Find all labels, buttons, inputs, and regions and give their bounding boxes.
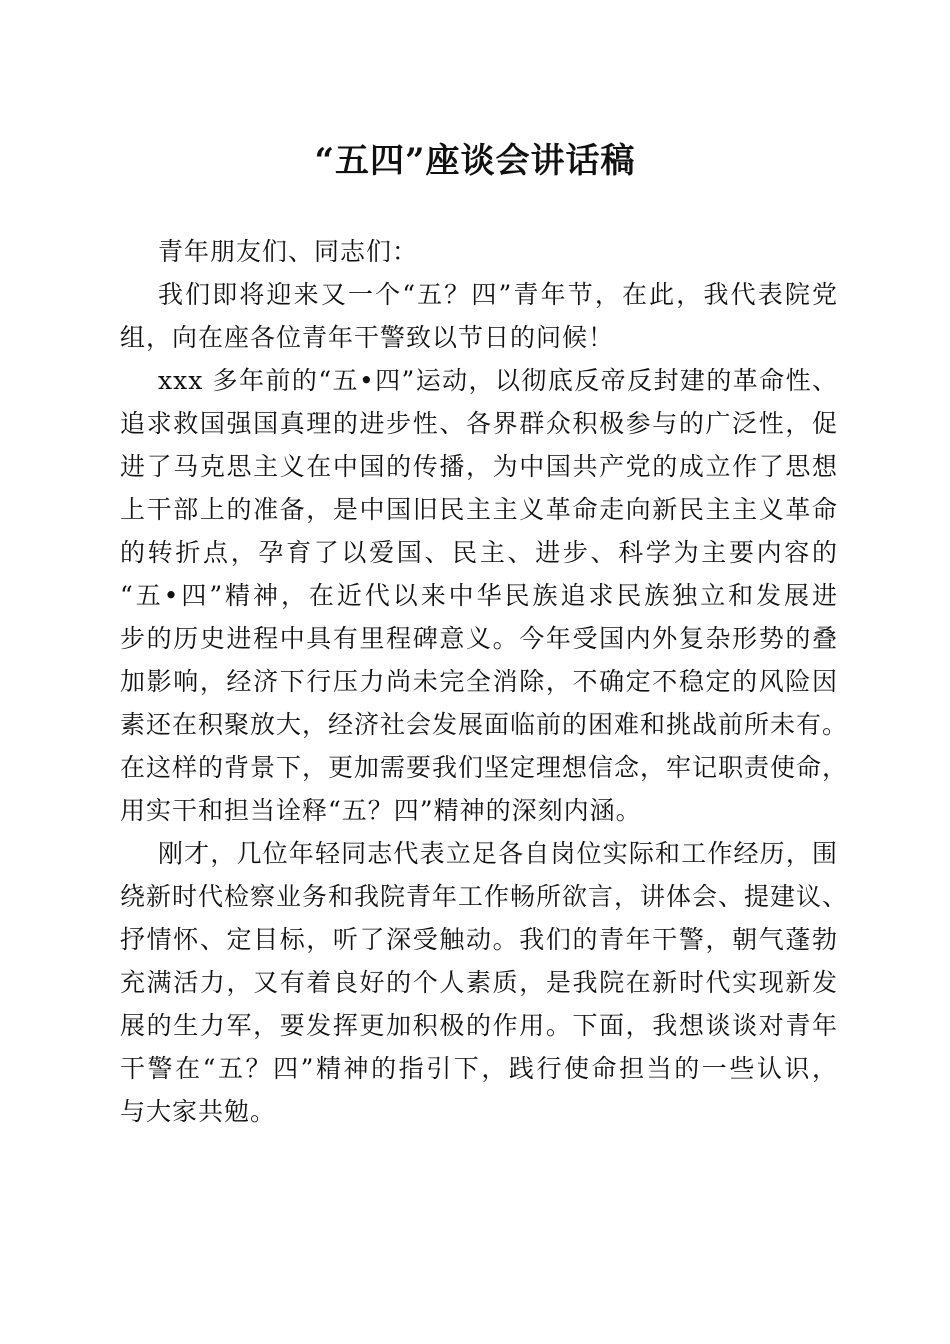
- text-line: 的转折点，孕育了以爱国、民主、进步、科学为主要内容的: [120, 538, 838, 567]
- text-line: 步的历史进程中具有里程碑意义。今年受国内外复杂形势的叠: [120, 624, 838, 653]
- text-line: 加影响，经济下行压力尚未完全消除，不确定不稳定的风险因: [120, 667, 838, 696]
- text-line: 组，向在座各位青年干警致以节日的问候！: [120, 323, 615, 352]
- text-line: 刚才，几位年轻同志代表立足各自岗位实际和工作经历，围: [158, 839, 838, 868]
- text-line: 素还在积聚放大，经济社会发展面临前的困难和挑战前所未有。: [120, 710, 849, 739]
- text-line: 与大家共勉。: [120, 1097, 277, 1126]
- text-line: 青年朋友们、同志们：: [158, 237, 419, 266]
- text-line: 在这样的背景下，更加需要我们坚定理想信念，牢记职责使命，: [120, 753, 849, 782]
- text-line: 追求救国强国真理的进步性、各界群众积极参与的广泛性，促: [120, 409, 838, 438]
- text-line: 上干部上的准备，是中国旧民主主义革命走向新民主主义革命: [120, 495, 838, 524]
- text-line: 我们即将迎来又一个“五？四”青年节，在此，我代表院党: [158, 280, 838, 309]
- text-line: xxx 多年前的“五•四”运动，以彻底反帝反封建的革命性、: [158, 366, 838, 395]
- text-line: 展的生力军，要发挥更加积极的作用。下面，我想谈谈对青年: [120, 1011, 838, 1040]
- text-line: “五•四”精神，在近代以来中华民族追求民族独立和发展进: [120, 581, 838, 610]
- text-line: 干警在“五？四”精神的指引下，践行使命担当的一些认识，: [120, 1054, 838, 1083]
- text-line: 抒情怀、定目标，听了深受触动。我们的青年干警，朝气蓬勃: [120, 925, 838, 954]
- document-body: [120, 230, 849, 1133]
- text-line: 充满活力，又有着良好的个人素质，是我院在新时代实现新发: [120, 968, 838, 997]
- text-line: 用实干和担当诠释“五？四”精神的深刻内涵。: [120, 796, 642, 825]
- text-line: 绕新时代检察业务和我院青年工作畅所欲言，讲体会、提建议、: [120, 882, 849, 911]
- document-title: “五四”座谈会讲话稿: [314, 141, 636, 181]
- text-line: 进了马克思主义在中国的传播，为中国共产党的成立作了思想: [120, 452, 838, 481]
